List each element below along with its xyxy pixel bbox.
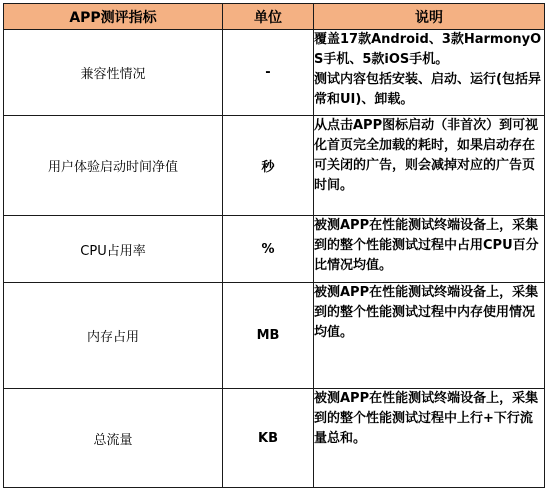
metric-description	[314, 283, 545, 389]
metric-unit: 秒	[223, 116, 314, 216]
metric-name: CPU占用率	[4, 216, 223, 283]
table-row	[4, 216, 545, 283]
header-description: 说明	[314, 4, 545, 30]
metric-unit: -	[223, 30, 314, 116]
metric-unit: %	[223, 216, 314, 283]
metric-name: 内存占用	[4, 283, 223, 389]
description-line: 测试内容包括安装、启动、运行(包括异常和UI)、卸载。	[314, 72, 541, 107]
metric-name: 用户体验启动时间净值	[4, 116, 223, 216]
description-line: 覆盖17款Android、3款HarmonyOS手机、5款iOS手机。	[314, 32, 542, 67]
metrics-table	[3, 3, 545, 488]
description-line: 被测APP在性能测试终端设备上，采集到的整个性能测试过程中上行+下行流量总和。	[314, 391, 539, 446]
metric-description	[314, 389, 545, 488]
description-line: 被测APP在性能测试终端设备上，采集到的整个性能测试过程中占用CPU百分比情况均值。	[314, 218, 539, 273]
header-row	[4, 4, 545, 30]
table-row	[4, 116, 545, 216]
metric-unit: KB	[223, 389, 314, 488]
table-row	[4, 283, 545, 389]
description-line: 被测APP在性能测试终端设备上，采集到的整个性能测试过程中内存使用情况均值。	[314, 285, 539, 340]
table-row	[4, 30, 545, 116]
metric-name: 总流量	[4, 389, 223, 488]
metric-name: 兼容性情况	[4, 30, 223, 116]
description-line: 从点击APP图标启动（非首次）到可视化首页完全加载的耗时，如果启动存在可关闭的广告，则会减掉对应的广告页时间。	[314, 118, 539, 193]
metric-unit: MB	[223, 283, 314, 389]
metric-description	[314, 216, 545, 283]
header-unit: 单位	[223, 4, 314, 30]
metric-description	[314, 30, 545, 116]
header-metric: APP测评指标	[4, 4, 223, 30]
table-row	[4, 389, 545, 488]
metric-description	[314, 116, 545, 216]
